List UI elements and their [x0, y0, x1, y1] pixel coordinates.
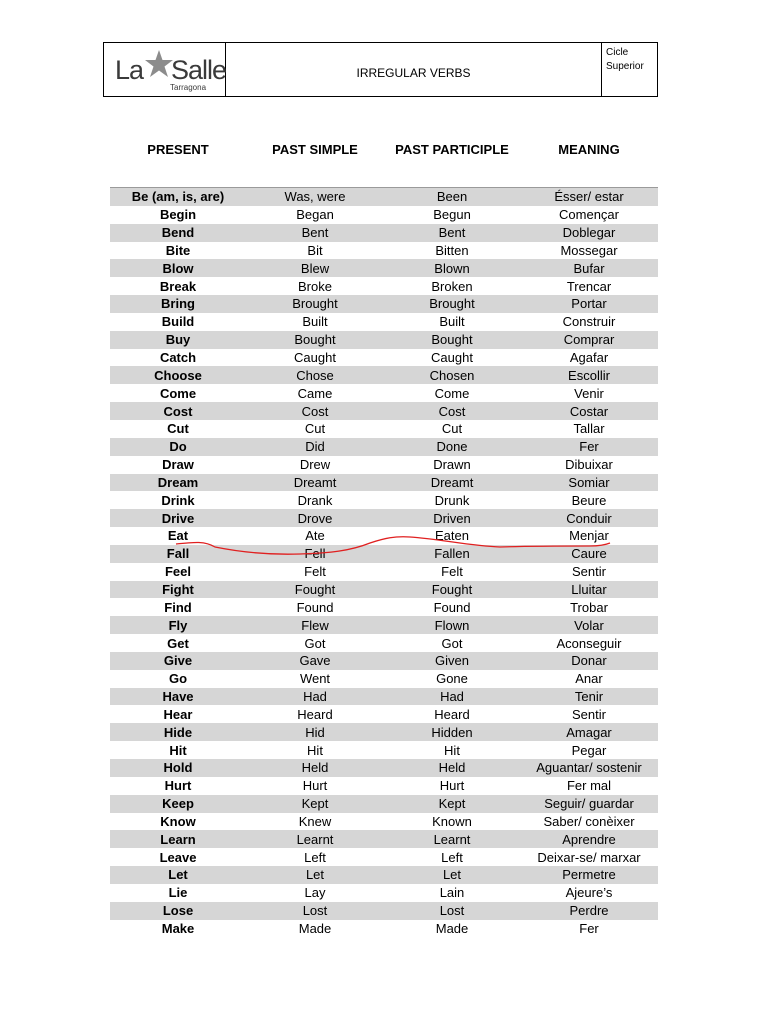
- column-header-past-simple: PAST SIMPLE: [272, 142, 358, 157]
- table-row: [110, 259, 658, 277]
- cell-present: Begin: [159, 207, 197, 223]
- la-salle-logo: [114, 47, 227, 93]
- cell-meaning: Aguantar/ sostenir: [536, 760, 642, 776]
- cell-past-simple: Built: [302, 314, 328, 330]
- cell-present: Keep: [162, 796, 194, 812]
- table-row: [110, 188, 658, 206]
- table-row: [110, 545, 658, 563]
- cell-meaning: Venir: [574, 385, 604, 401]
- column-header-meaning: MEANING: [558, 142, 620, 157]
- cell-meaning: Donar: [571, 653, 607, 669]
- cell-meaning: Fer: [579, 921, 599, 937]
- cell-present: Hide: [163, 724, 193, 740]
- cell-past-participle: Drawn: [433, 457, 471, 473]
- cell-past-participle: Bitten: [435, 242, 469, 258]
- star-icon: [144, 49, 174, 79]
- cell-past-participle: Lost: [439, 903, 465, 919]
- table-row: [110, 813, 658, 831]
- table-row: [110, 902, 658, 920]
- cell-meaning: Somiar: [568, 474, 610, 490]
- table-row: [110, 277, 658, 295]
- cell-past-simple: Brought: [292, 296, 338, 312]
- cell-past-participle: Left: [441, 849, 463, 865]
- cell-present: Make: [161, 921, 195, 937]
- cell-meaning: Beure: [571, 492, 607, 508]
- cell-meaning: Començar: [559, 207, 619, 223]
- cell-past-simple: Left: [304, 849, 326, 865]
- cell-past-simple: Chose: [296, 367, 334, 383]
- cell-meaning: Fer mal: [566, 778, 612, 794]
- cell-present: Lose: [162, 903, 194, 919]
- logo-text-left: La: [115, 55, 144, 85]
- cell-past-participle: Hurt: [439, 778, 465, 794]
- cell-past-participle: Fallen: [434, 546, 470, 562]
- level-line-2: Superior: [606, 61, 644, 72]
- cell-past-simple: Bought: [294, 332, 336, 348]
- cell-past-simple: Had: [303, 689, 327, 705]
- cell-past-simple: Blew: [300, 260, 330, 276]
- cell-past-participle: Begun: [433, 207, 471, 223]
- cell-past-simple: Knew: [298, 813, 332, 829]
- cell-past-participle: Caught: [431, 350, 473, 366]
- cell-past-participle: Done: [436, 439, 468, 455]
- cell-past-participle: Blown: [434, 260, 470, 276]
- cell-past-participle: Fought: [431, 581, 473, 597]
- table-row: [110, 402, 658, 420]
- cell-past-simple: Fell: [304, 546, 326, 562]
- cell-present: Hurt: [164, 778, 192, 794]
- cell-past-simple: Held: [301, 760, 329, 776]
- cell-past-participle: Held: [438, 760, 466, 776]
- cell-past-participle: Cost: [438, 403, 466, 419]
- table-row: [110, 581, 658, 599]
- cell-present: Hear: [163, 706, 193, 722]
- cell-past-simple: Made: [298, 921, 332, 937]
- cell-past-participle: Bought: [431, 332, 473, 348]
- document-title: IRREGULAR VERBS: [226, 43, 602, 96]
- cell-meaning: Amagar: [566, 724, 612, 740]
- cell-past-simple: Dreamt: [293, 474, 337, 490]
- table-row: [110, 491, 658, 509]
- cell-meaning: Construir: [562, 314, 616, 330]
- cell-present: Blow: [162, 260, 194, 276]
- cell-past-simple: Did: [305, 439, 325, 455]
- cell-present: Break: [159, 278, 197, 294]
- cell-meaning: Fer: [579, 439, 599, 455]
- cell-past-simple: Drew: [299, 457, 331, 473]
- cell-past-participle: Felt: [441, 564, 463, 580]
- cell-present: Do: [169, 439, 187, 455]
- cell-present: Go: [168, 671, 188, 687]
- cell-past-participle: Bent: [438, 225, 466, 241]
- cell-past-participle: Broken: [431, 278, 473, 294]
- cell-past-simple: Got: [304, 635, 326, 651]
- cell-meaning: Saber/ conèixer: [543, 813, 635, 829]
- cell-present: Drink: [161, 492, 195, 508]
- cell-past-participle: Made: [435, 921, 469, 937]
- cell-present: Be (am, is, are): [131, 189, 225, 205]
- cell-past-participle: Dreamt: [430, 474, 474, 490]
- logo-subtitle: Tarragona: [170, 83, 207, 92]
- table-row: [110, 670, 658, 688]
- cell-past-simple: Hurt: [302, 778, 328, 794]
- cell-past-simple: Fought: [294, 581, 336, 597]
- table-row: [110, 777, 658, 795]
- table-row: [110, 509, 658, 527]
- cell-past-simple: Drove: [297, 510, 333, 526]
- verb-table: [110, 187, 658, 937]
- cell-past-simple: Let: [305, 867, 325, 883]
- cell-meaning: Deixar-se/ marxar: [537, 849, 641, 865]
- cell-past-simple: Came: [297, 385, 333, 401]
- cell-past-simple: Hit: [307, 742, 323, 758]
- table-row: [110, 795, 658, 813]
- cell-present: Lie: [168, 885, 188, 901]
- cell-meaning: Sentir: [572, 706, 606, 722]
- cell-meaning: Costar: [569, 403, 609, 419]
- cell-present: Learn: [160, 831, 196, 847]
- cell-meaning: Escollir: [568, 367, 610, 383]
- table-row: [110, 224, 658, 242]
- cell-present: Build: [161, 314, 195, 330]
- table-row: [110, 848, 658, 866]
- cell-meaning: Seguir/ guardar: [544, 796, 634, 812]
- table-row: [110, 438, 658, 456]
- cell-past-simple: Cost: [301, 403, 329, 419]
- cell-past-simple: Began: [296, 207, 334, 223]
- cell-past-participle: Gone: [436, 671, 468, 687]
- table-row: [110, 884, 658, 902]
- table-row: [110, 741, 658, 759]
- logo-cell: [104, 43, 226, 96]
- cell-meaning: Doblegar: [562, 225, 616, 241]
- cell-present: Draw: [162, 457, 194, 473]
- cell-present: Fly: [168, 617, 188, 633]
- table-row: [110, 563, 658, 581]
- table-row: [110, 527, 658, 545]
- table-row: [110, 688, 658, 706]
- cell-present: Bring: [161, 296, 195, 312]
- cell-past-simple: Kept: [301, 796, 329, 812]
- cell-past-participle: Drunk: [434, 492, 470, 508]
- cell-present: Choose: [154, 367, 202, 383]
- cell-meaning: Perdre: [569, 903, 609, 919]
- cell-present: Bend: [161, 225, 195, 241]
- cell-present: Hold: [163, 760, 193, 776]
- table-row: [110, 723, 658, 741]
- table-row: [110, 830, 658, 848]
- cell-past-simple: Drank: [297, 492, 333, 508]
- cell-past-participle: Lain: [439, 885, 465, 901]
- cell-past-participle: Hidden: [431, 724, 473, 740]
- cell-past-simple: Went: [299, 671, 331, 687]
- table-row: [110, 634, 658, 652]
- cell-past-simple: Bent: [301, 225, 329, 241]
- table-row: [110, 759, 658, 777]
- cell-present: Find: [164, 599, 192, 615]
- cell-past-participle: Built: [439, 314, 465, 330]
- cell-past-simple: Bit: [307, 242, 323, 258]
- table-row: [110, 295, 658, 313]
- cell-past-simple: Lay: [304, 885, 326, 901]
- cell-past-simple: Gave: [299, 653, 331, 669]
- cell-past-simple: Caught: [294, 350, 336, 366]
- cell-past-participle: Come: [434, 385, 470, 401]
- table-row: [110, 616, 658, 634]
- cell-meaning: Tenir: [574, 689, 604, 705]
- cell-past-participle: Driven: [433, 510, 471, 526]
- cell-past-participle: Learnt: [433, 831, 471, 847]
- cell-past-simple: Broke: [298, 278, 332, 294]
- cell-present: Give: [163, 653, 193, 669]
- cell-present: Dream: [157, 474, 199, 490]
- cell-present: Catch: [159, 350, 197, 366]
- cell-meaning: Aconseguir: [556, 635, 622, 651]
- cell-meaning: Caure: [571, 546, 607, 562]
- cell-meaning: Trobar: [570, 599, 608, 615]
- cell-past-simple: Found: [296, 599, 334, 615]
- cell-meaning: Sentir: [572, 564, 606, 580]
- cell-meaning: Anar: [575, 671, 603, 687]
- table-row: [110, 349, 658, 367]
- cell-present: Drive: [161, 510, 195, 526]
- cell-past-simple: Ate: [305, 528, 325, 544]
- cell-meaning: Aprendre: [562, 831, 616, 847]
- table-row: [110, 866, 658, 884]
- cell-past-simple: Was, were: [284, 189, 346, 205]
- table-row: [110, 366, 658, 384]
- cell-past-simple: Cut: [304, 421, 326, 437]
- cell-past-participle: Given: [435, 653, 469, 669]
- cell-meaning: Dibuixar: [565, 457, 613, 473]
- cell-present: Bite: [165, 242, 191, 258]
- cell-past-participle: Eaten: [435, 528, 469, 544]
- cell-past-participle: Been: [436, 189, 468, 205]
- cell-meaning: Portar: [571, 296, 607, 312]
- table-row: [110, 313, 658, 331]
- level-cell: [602, 43, 657, 96]
- table-row: [110, 206, 658, 224]
- table-row: [110, 242, 658, 260]
- table-row: [110, 705, 658, 723]
- cell-present: Get: [167, 635, 189, 651]
- cell-present: Feel: [164, 564, 191, 580]
- cell-meaning: Conduir: [566, 510, 612, 526]
- cell-meaning: Comprar: [563, 332, 615, 348]
- cell-past-participle: Flown: [434, 617, 470, 633]
- cell-meaning: Volar: [574, 617, 604, 633]
- cell-past-participle: Let: [442, 867, 462, 883]
- cell-past-participle: Had: [440, 689, 464, 705]
- cell-meaning: Ésser/ estar: [554, 189, 624, 205]
- cell-meaning: Permetre: [562, 867, 616, 883]
- cell-present: Hit: [169, 742, 187, 758]
- cell-past-simple: Learnt: [296, 831, 334, 847]
- document-header: [103, 42, 658, 97]
- cell-meaning: Tallar: [573, 421, 605, 437]
- cell-past-simple: Heard: [297, 706, 333, 722]
- cell-present: Come: [159, 385, 197, 401]
- cell-past-participle: Found: [433, 599, 471, 615]
- table-row: [110, 456, 658, 474]
- cell-past-simple: Flew: [301, 617, 329, 633]
- cell-past-participle: Got: [441, 635, 463, 651]
- cell-meaning: Menjar: [569, 528, 609, 544]
- cell-meaning: Bufar: [573, 260, 605, 276]
- cell-past-participle: Brought: [429, 296, 475, 312]
- table-row: [110, 331, 658, 349]
- cell-past-simple: Lost: [302, 903, 328, 919]
- level-line-1: Cicle: [606, 47, 629, 58]
- table-row: [110, 652, 658, 670]
- cell-meaning: Trencar: [566, 278, 612, 294]
- cell-past-simple: Hid: [305, 724, 325, 740]
- table-row: [110, 598, 658, 616]
- cell-present: Cut: [167, 421, 189, 437]
- cell-meaning: Agafar: [569, 350, 609, 366]
- cell-meaning: Pegar: [571, 742, 607, 758]
- cell-present: Cost: [163, 403, 193, 419]
- table-row: [110, 474, 658, 492]
- column-headers: [110, 142, 658, 160]
- cell-meaning: Mossegar: [560, 242, 618, 258]
- table-row: [110, 384, 658, 402]
- cell-present: Know: [160, 813, 196, 829]
- cell-meaning: Ajeure’s: [565, 885, 613, 901]
- cell-present: Eat: [167, 528, 189, 544]
- cell-present: Have: [162, 689, 194, 705]
- column-header-past-participle: PAST PARTICIPLE: [395, 142, 509, 157]
- cell-past-participle: Chosen: [429, 367, 475, 383]
- cell-past-participle: Known: [432, 813, 472, 829]
- column-header-present: PRESENT: [147, 142, 209, 157]
- cell-meaning: Lluitar: [571, 581, 607, 597]
- table-row: [110, 420, 658, 438]
- cell-present: Fight: [162, 581, 194, 597]
- logo-text-right: Salle: [171, 55, 227, 85]
- cell-present: Leave: [159, 849, 197, 865]
- table-row: [110, 920, 658, 938]
- cell-present: Let: [168, 867, 188, 883]
- cell-past-participle: Heard: [434, 706, 470, 722]
- cell-present: Buy: [165, 332, 191, 348]
- cell-past-simple: Felt: [304, 564, 326, 580]
- cell-present: Fall: [166, 546, 190, 562]
- cell-past-participle: Kept: [438, 796, 466, 812]
- cell-past-participle: Cut: [441, 421, 463, 437]
- cell-past-participle: Hit: [444, 742, 460, 758]
